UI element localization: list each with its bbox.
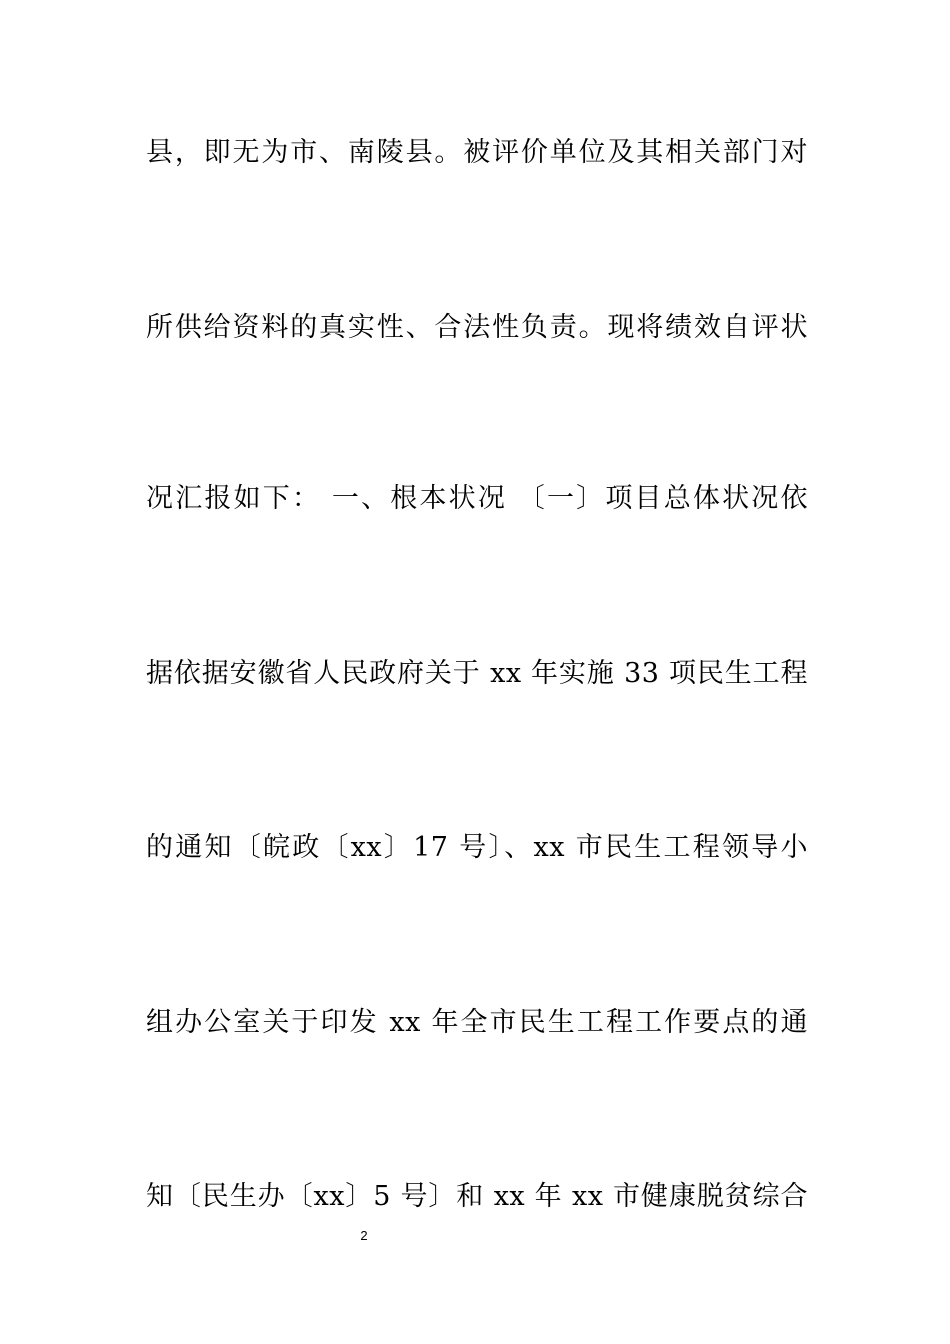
body-text-line: 据依据安徽省人民政府关于 xx 年实施 33 项民生工程 bbox=[146, 658, 808, 689]
body-text-line: 县，即无为市、南陵县。被评价单位及其相关部门对 bbox=[146, 137, 808, 168]
body-text-line: 况汇报如下： 一、根本状况 〔一〕项目总体状况依 bbox=[146, 483, 808, 514]
body-text-line: 知〔民生办〔xx〕5 号〕和 xx 年 xx 市健康脱贫综合 bbox=[146, 1181, 808, 1212]
body-text-line: 所供给资料的真实性、合法性负责。现将绩效自评状 bbox=[146, 312, 808, 343]
page-number: 2 bbox=[360, 1228, 368, 1243]
body-text-line: 组办公室关于印发 xx 年全市民生工程工作要点的通 bbox=[146, 1007, 808, 1038]
body-text-line: 的通知〔皖政〔xx〕17 号〕、xx 市民生工程领导小 bbox=[146, 832, 808, 863]
